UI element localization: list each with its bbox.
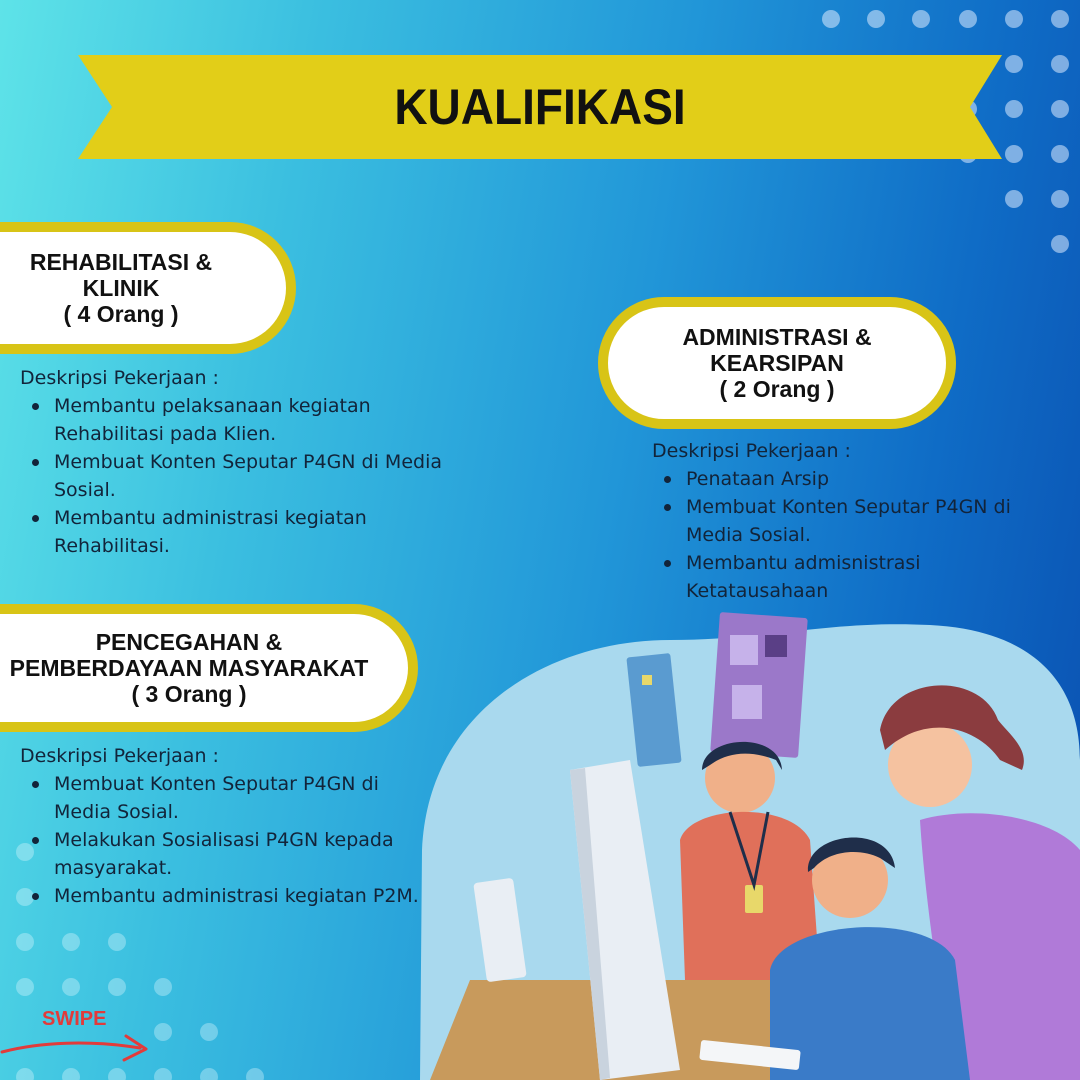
section-name-line1: ADMINISTRASI & [682, 324, 872, 350]
description-administrasi [652, 437, 1032, 605]
swipe-arrow-icon[interactable] [0, 1028, 160, 1068]
list-item: Membuat Konten Seputar P4GN di Media Sosial. [54, 770, 440, 826]
section-name-line1: REHABILITASI & [29, 249, 213, 275]
swipe-label[interactable]: SWIPE [42, 1008, 107, 1030]
section-count: ( 4 Orang ) [63, 301, 179, 327]
section-count: ( 2 Orang ) [719, 376, 835, 402]
list-item: Membantu administrasi kegiatan Rehabilitasi. [54, 504, 480, 560]
list-item: Membantu pelaksanaan kegiatan Rehabilitasi pada Klien. [54, 392, 480, 448]
section-name-line2: KEARSIPAN [710, 350, 844, 376]
section-name-line1: PENCEGAHAN & [95, 629, 283, 655]
section-pill-rehabilitasi [0, 222, 296, 354]
description-pencegahan [20, 742, 440, 910]
list-item: Membantu admisnistrasi Ketatausahaan [686, 549, 1032, 605]
description-heading: Deskripsi Pekerjaan : [20, 745, 219, 767]
description-rehabilitasi [20, 364, 480, 560]
list-item: Membuat Konten Seputar P4GN di Media Sosial. [686, 493, 1032, 549]
job-list [54, 770, 440, 910]
list-item: Melakukan Sosialisasi P4GN kepada masyarakat. [54, 826, 440, 882]
job-list [686, 465, 1032, 605]
description-heading: Deskripsi Pekerjaan : [652, 440, 851, 462]
section-count: ( 3 Orang ) [131, 681, 247, 707]
description-heading: Deskripsi Pekerjaan : [20, 367, 219, 389]
list-item: Penataan Arsip [686, 465, 1032, 493]
page-title: KUALIFIKASI [394, 79, 686, 135]
section-pill-administrasi [598, 297, 956, 429]
team-working-illustration [410, 600, 1080, 1080]
title-banner [78, 55, 1002, 159]
section-name-line2: KLINIK [82, 275, 160, 301]
list-item: Membuat Konten Seputar P4GN di Media Sosial. [54, 448, 480, 504]
job-list [54, 392, 480, 560]
section-pill-pencegahan [0, 604, 418, 732]
list-item: Membantu administrasi kegiatan P2M. [54, 882, 440, 910]
section-name-line2: PEMBERDAYAAN MASYARAKAT [9, 655, 369, 681]
